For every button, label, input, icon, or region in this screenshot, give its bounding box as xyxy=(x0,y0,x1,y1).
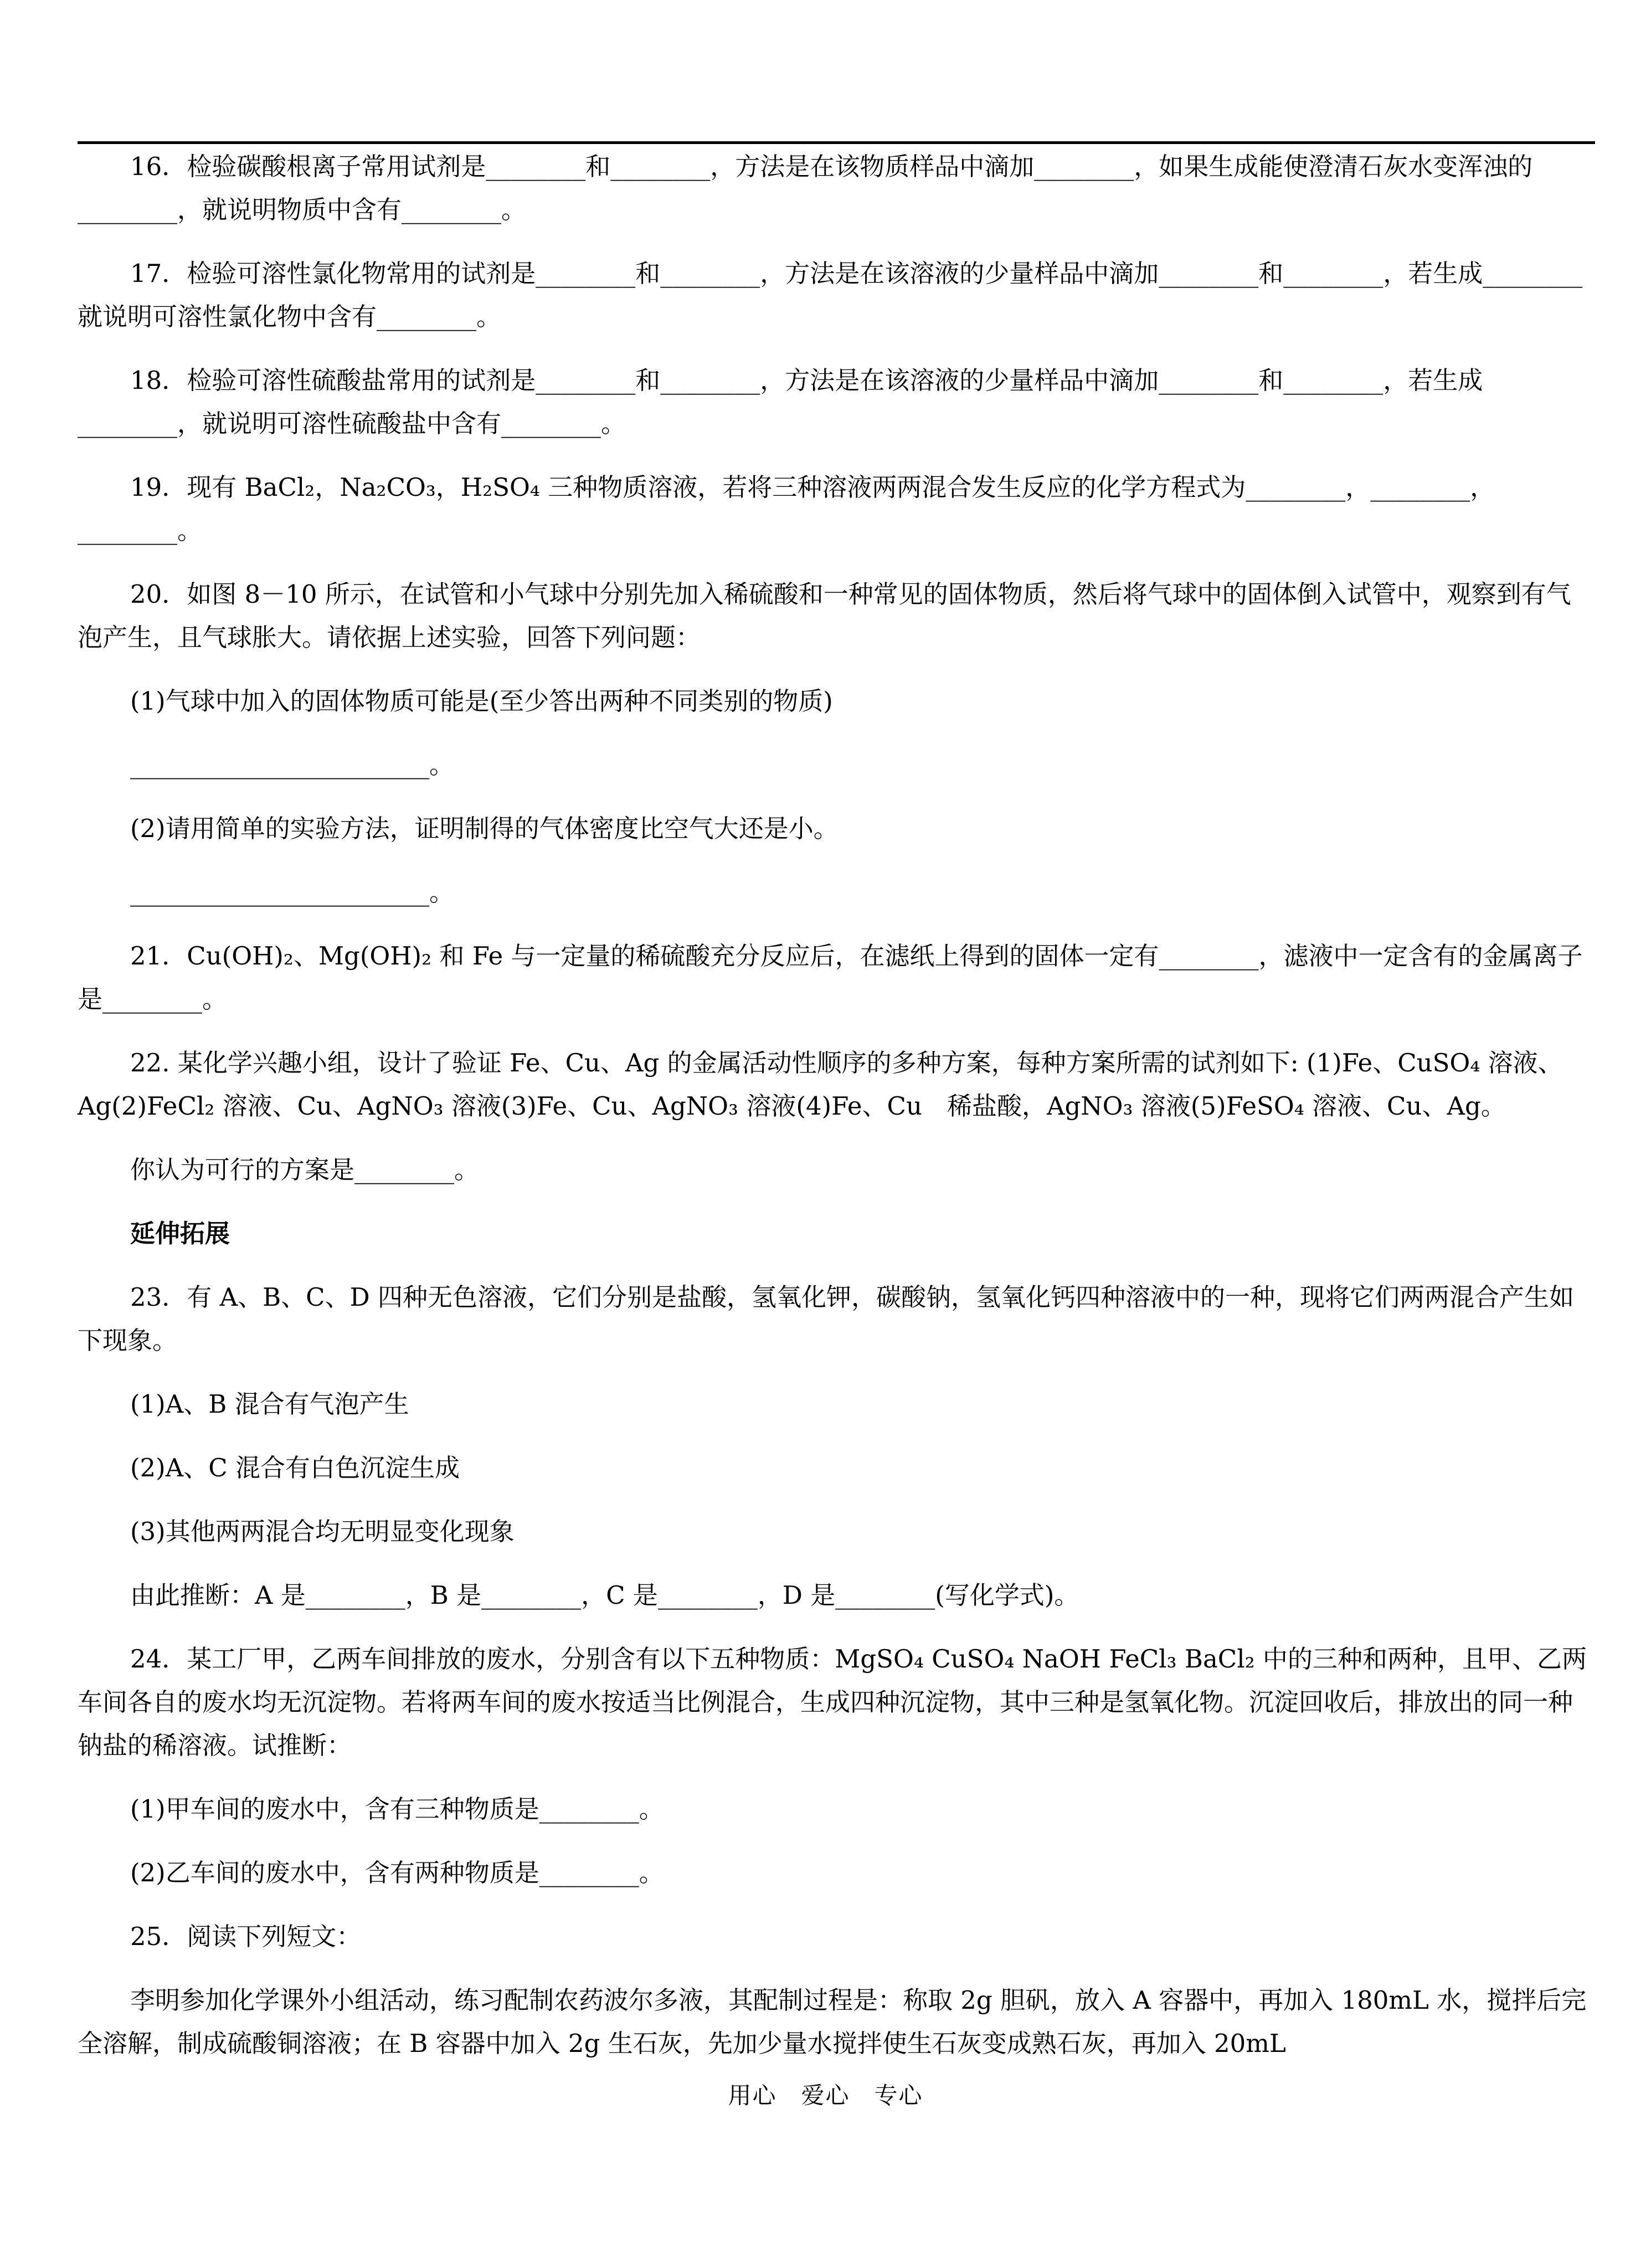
paragraph: (2)乙车间的废水中，含有两种物质是________。 xyxy=(130,1858,664,1887)
paragraph: 21．Cu(OH)₂、Mg(OH)₂ 和 Fe 与一定量的稀硫酸充分反应后，在滤纸上得到的固体一定有________，滤液中一定含有的金属离子是________。 xyxy=(78,941,1583,1014)
paragraph: 由此推断：A 是________，B 是________，C 是________，D 是________(写化学式)。 xyxy=(130,1581,1079,1610)
paragraph: (2)A、C 混合有白色沉淀生成 xyxy=(130,1453,460,1482)
header-rule xyxy=(78,141,1595,144)
paragraph: 17．检验可溶性氯化物常用的试剂是________和________，方法是在该溶液的少量样品中滴加________和________，若生成________就说明可溶性氯化物中含有________。 xyxy=(78,259,1583,331)
paragraph: 你认为可行的方案是________。 xyxy=(130,1155,480,1184)
paragraph: 22. 某化学兴趣小组，设计了验证 Fe、Cu、Ag 的金属活动性顺序的多种方案，每种方案所需的试剂如下: (1)Fe、CuSO₄ 溶液、Ag(2)FeCl₂ 溶液、Cu、AgNO₃ 溶液(3)Fe、Cu、AgNO₃ 溶液(4)Fe、Cu 稀盐酸，AgNO₃ 溶液(5)FeSO₄ 溶液、Cu、Ag。 xyxy=(78,1048,1563,1121)
paragraph: 24．某工厂甲，乙两车间排放的废水，分别含有以下五种物质：MgSO₄ CuSO₄ NaOH FeCl₃ BaCl₂ 中的三种和两种，且甲、乙两车间各自的废水均无沉淀物。若将两车间的废水按适当比例混合，生成四种沉淀物，其中三种是氢氧化物。沉淀回收后，排放出的同一种钠盐的稀溶液。试推断： xyxy=(78,1644,1587,1760)
paragraph: 20．如图 8－10 所示，在试管和小气球中分别先加入稀硫酸和一种常见的固体物质，然后将气球中的固体倒入试管中，观察到有气泡产生，且气球胀大。请依据上述实验，回答下列问题： xyxy=(78,579,1571,652)
paragraph: 18．检验可溶性硫酸盐常用的试剂是________和________，方法是在该溶液的少量样品中滴加________和________，若生成________，就说明可溶性硫酸盐中含有________。 xyxy=(78,366,1483,438)
paragraph: ________________________。 xyxy=(130,750,455,779)
paragraph: 延伸拓展 xyxy=(130,1219,230,1248)
paragraph: (2)请用简单的实验方法，证明制得的气体密度比空气大还是小。 xyxy=(130,814,839,843)
paragraph: 23．有 A、B、C、D 四种无色溶液，它们分别是盐酸，氢氧化钾，碳酸钠，氢氧化钙四种溶液中的一种，现将它们两两混合产生如下现象。 xyxy=(78,1282,1574,1355)
paragraph: (1)甲车间的废水中，含有三种物质是________。 xyxy=(130,1794,664,1824)
paragraph: 19．现有 BaCl₂，Na₂CO₃，H₂SO₄ 三种物质溶液，若将三种溶液两两混合发生反应的化学方程式为________，________，________。 xyxy=(78,473,1495,545)
paragraph: (3)其他两两混合均无明显变化现象 xyxy=(130,1517,515,1546)
paragraph: (1)气球中加入的固体物质可能是(至少答出两种不同类别的物质) xyxy=(130,686,833,716)
paragraph: ________________________。 xyxy=(130,878,455,907)
paragraph: 25．阅读下列短文： xyxy=(130,1922,362,1951)
document-body xyxy=(78,145,1595,2065)
paragraph: 李明参加化学课外小组活动，练习配制农药波尔多液，其配制过程是：称取 2g 胆矾，放入 A 容器中，再加入 180mL 水，搅拌后完全溶解，制成硫酸铜溶液；在 B 容器中加入 2g 生石灰，先加少量水搅拌使生石灰变成熟石灰，再加入 20mL xyxy=(78,1985,1587,2058)
page-footer: 用心 爱心 专心 xyxy=(728,2082,923,2109)
paragraph: (1)A、B 混合有气泡产生 xyxy=(130,1389,409,1419)
paragraph: 16．检验碳酸根离子常用试剂是________和________，方法是在该物质样品中滴加________，如果生成能使澄清石灰水变浑浊的________，就说明物质中含有________。 xyxy=(78,152,1533,224)
